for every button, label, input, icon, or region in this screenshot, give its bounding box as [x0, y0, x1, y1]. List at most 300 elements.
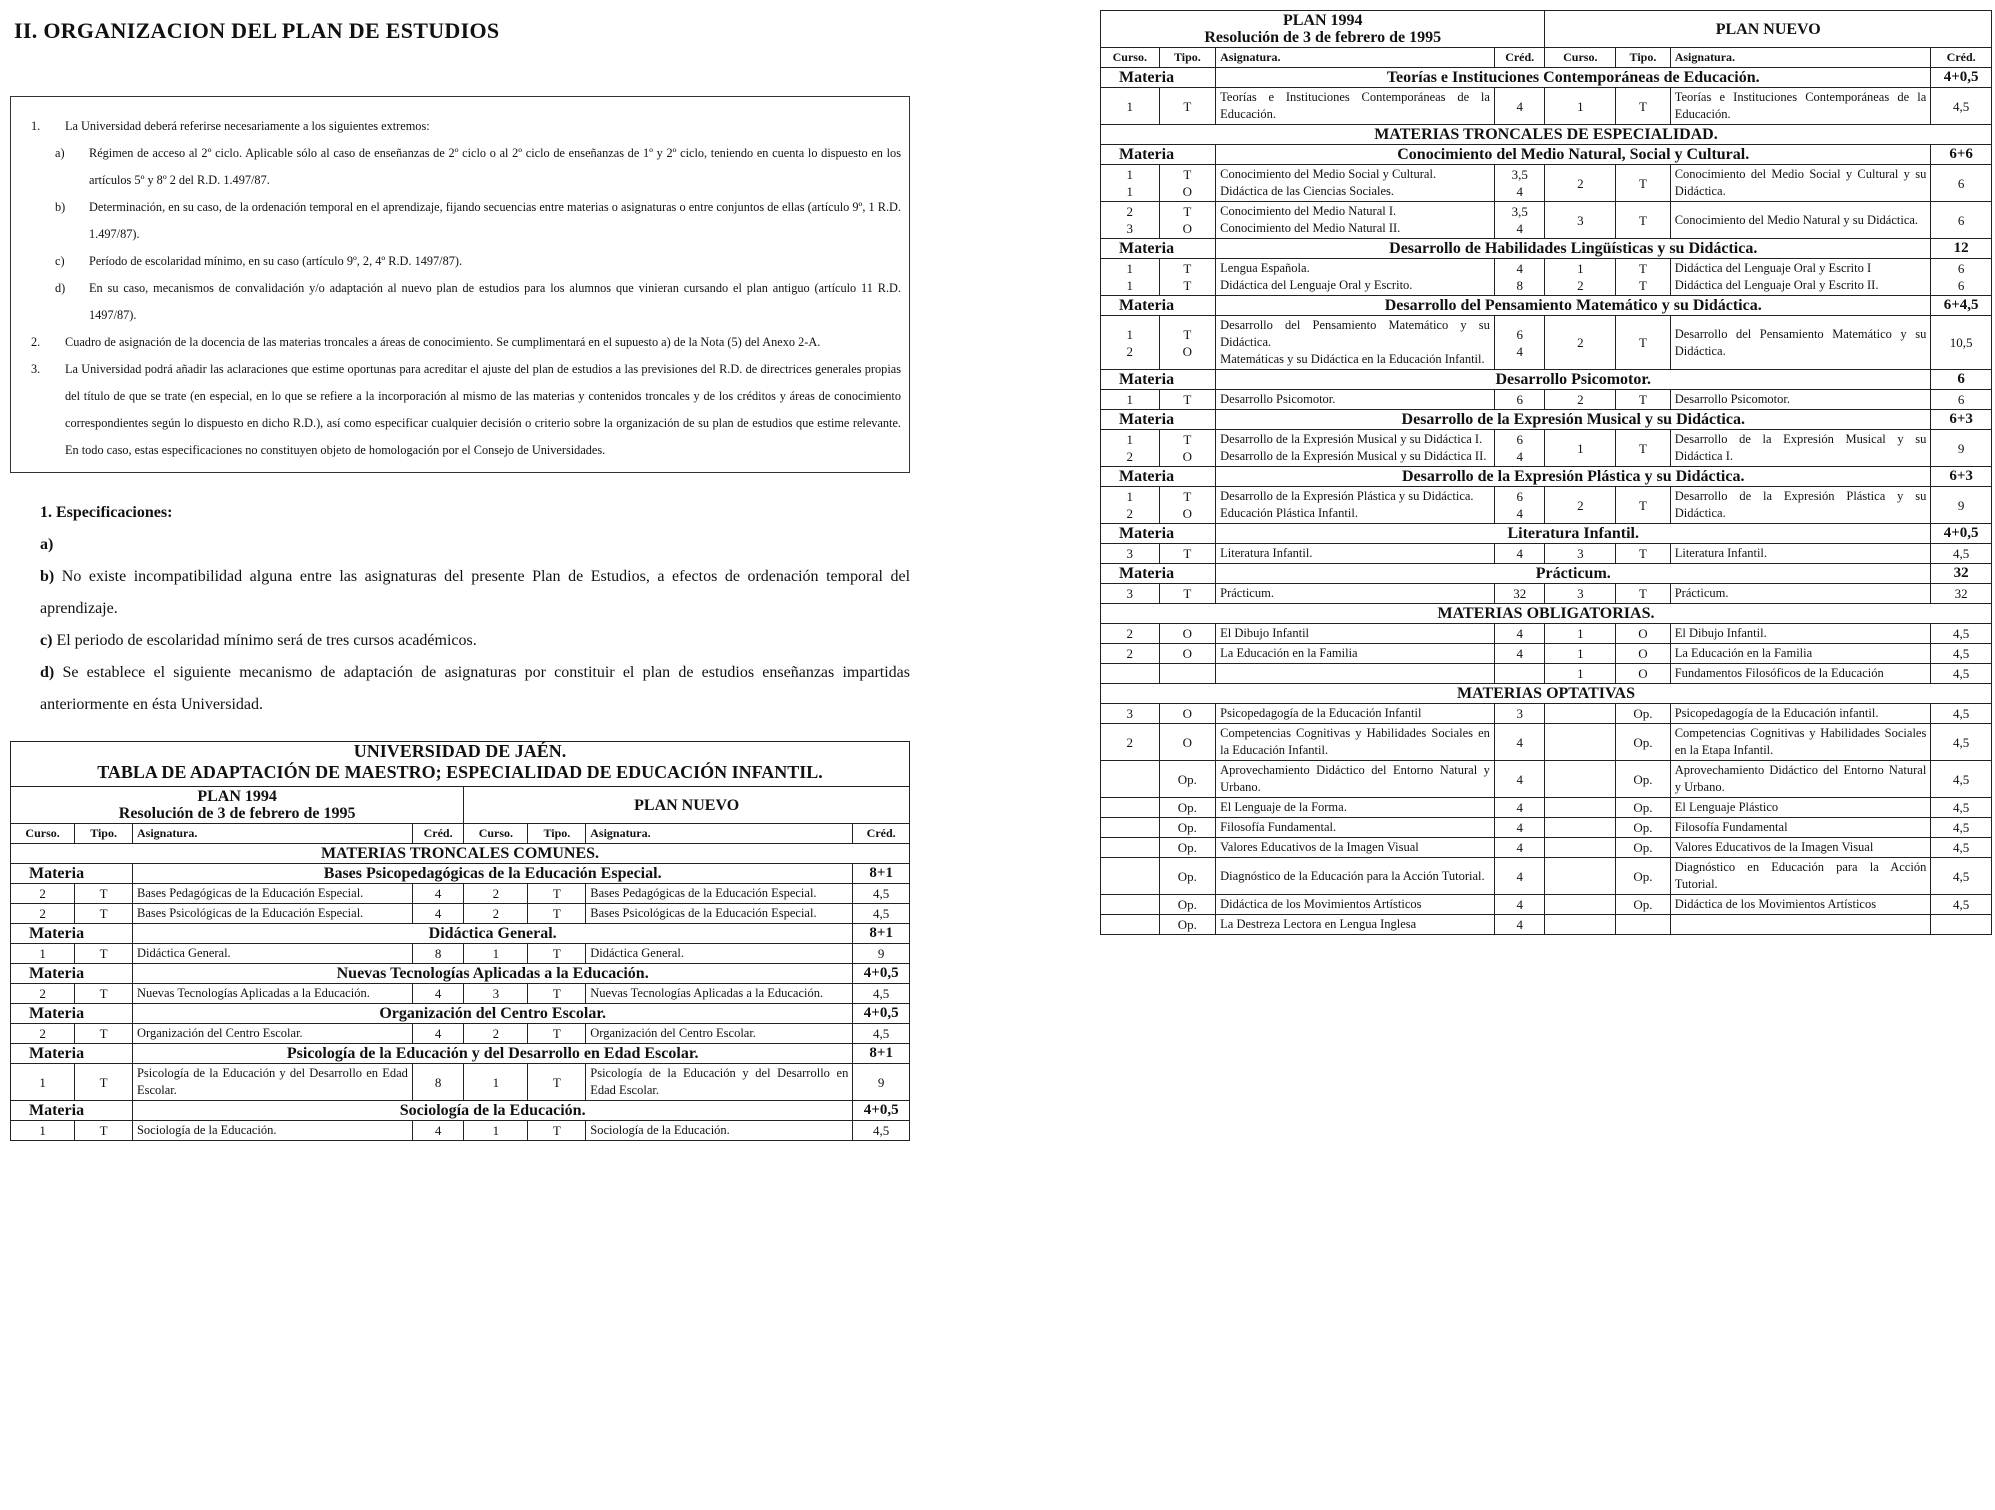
table-cell: 4: [412, 1024, 463, 1044]
table-cell: Didáctica General.: [132, 944, 412, 964]
table-cell: 4,5: [1931, 644, 1992, 664]
table-cell: 1: [1545, 430, 1616, 467]
table-row: [1101, 858, 1992, 895]
table-cell: Desarrollo de la Expresión Plástica y su Didáctica. Educación Plástica Infantil.: [1216, 487, 1495, 524]
materia-row: [11, 964, 910, 984]
table-row: [1101, 915, 1992, 935]
table-cell: 4,5: [1931, 88, 1992, 125]
table-cell: O: [1159, 624, 1216, 644]
table-cell: 2: [1101, 624, 1160, 644]
table-cell: [1101, 761, 1160, 798]
adaptation-table-right: [1100, 10, 1992, 935]
table-row: [1101, 165, 1992, 202]
table-cell: [1545, 915, 1616, 935]
table-row: [1101, 798, 1992, 818]
table-cell: 4,5: [1931, 838, 1992, 858]
table-cell: [1616, 915, 1671, 935]
table-cell: 4,5: [853, 1121, 910, 1141]
table-row: [1101, 259, 1992, 296]
table-cell: Op.: [1616, 704, 1671, 724]
table-cell: 1: [1101, 88, 1160, 125]
materia-label: Materia: [1101, 410, 1216, 430]
table-row: [1101, 316, 1992, 370]
materia-name: Desarrollo del Pensamiento Matemático y su Didáctica.: [1216, 296, 1931, 316]
table-cell: El Dibujo Infantil.: [1670, 624, 1931, 644]
table-cell: T: [1616, 202, 1671, 239]
table-cell: Bases Psicológicas de la Educación Especial.: [586, 904, 853, 924]
materia-credits: 8+1: [853, 924, 910, 944]
table-cell: 4: [1494, 644, 1545, 664]
spec-c: c) El periodo de escolaridad mínimo será de tres cursos académicos.: [40, 632, 477, 649]
table-cell: 4: [1494, 544, 1545, 564]
table-cell: 3,5 4: [1494, 165, 1545, 202]
right-page: [1100, 0, 1992, 935]
materia-label: Materia: [1101, 239, 1216, 259]
instruction-item: 3. La Universidad podrá añadir las aclaraciones que estime oportunas para acreditar el ajuste del plan de estudios a las previsiones del R.D. de directrices generales propias del título de que se trate (en especial, en lo que se refiere a la incorporación al mismo de las materias y contenidos troncales y de los créditos y áreas de conocimiento correspondientes según lo dispuesto en dicho R.D.), así como especificar cualquier decisión o criterio sobre la organización de su plan de estudios que estime relevante. En todo caso, estas especificaciones no constituyen objeto de homologación por el Consejo de Universidades.: [31, 362, 901, 457]
table-cell: Op.: [1616, 838, 1671, 858]
table-cell: 1: [11, 1121, 75, 1141]
table-cell: T: [1159, 390, 1216, 410]
table-cell: 4: [1494, 798, 1545, 818]
materia-name: Desarrollo de la Expresión Musical y su Didáctica.: [1216, 410, 1931, 430]
table-cell: T: [75, 984, 133, 1004]
table-cell: [1545, 761, 1616, 798]
table-cell: 6: [1931, 390, 1992, 410]
materia-label: Materia: [11, 1004, 133, 1024]
left-page: [10, 0, 910, 1141]
table-cell: Literatura Infantil.: [1216, 544, 1495, 564]
instruction-item: 2. Cuadro de asignación de la docencia de las materias troncales a áreas de conocimiento. Se cumplimentará en el supuesto a) de la Nota (5) del Anexo 2-A.: [31, 335, 821, 349]
table-cell: El Dibujo Infantil: [1216, 624, 1495, 644]
materia-label: Materia: [11, 1044, 133, 1064]
instructions-box: [10, 96, 910, 473]
materia-name: Bases Psicopedagógicas de la Educación Especial.: [132, 864, 852, 884]
table-cell: T: [1616, 584, 1671, 604]
column-header: Créd.: [853, 824, 910, 844]
table-cell: T: [1616, 430, 1671, 467]
materia-name: Desarrollo Psicomotor.: [1216, 370, 1931, 390]
table-cell: 1 2: [1101, 430, 1160, 467]
table-cell: 2: [464, 1024, 528, 1044]
table-row: [11, 1024, 910, 1044]
table-cell: 4,5: [853, 884, 910, 904]
materia-credits: 8+1: [853, 1044, 910, 1064]
table-cell: El Lenguaje Plástico: [1670, 798, 1931, 818]
table-cell: 4,5: [1931, 895, 1992, 915]
table-cell: T: [1159, 544, 1216, 564]
table-cell: Op.: [1616, 798, 1671, 818]
table-cell: Bases Pedagógicas de la Educación Especial.: [586, 884, 853, 904]
table-cell: [1545, 858, 1616, 895]
table-row: [1101, 664, 1992, 684]
table-cell: 6: [1931, 165, 1992, 202]
plan-new-header: PLAN NUEVO: [464, 787, 910, 824]
table-cell: Op.: [1159, 761, 1216, 798]
table-cell: 6: [1494, 390, 1545, 410]
table-cell: Psicología de la Educación y del Desarrollo en Edad Escolar.: [586, 1064, 853, 1101]
column-header: Tipo.: [528, 824, 586, 844]
table-cell: Teorías e Instituciones Contemporáneas de la Educación.: [1216, 88, 1495, 125]
instruction-item: a) Régimen de acceso al 2º ciclo. Aplicable sólo al caso de enseñanzas de 2º ciclo o al 2º ciclo de enseñanzas de 1º y 2º ciclo, teniendo en cuenta lo dispuesto en los artículos 5º y 8º 2 del R.D. 1.497/87.: [55, 146, 901, 187]
instruction-item: b) Determinación, en su caso, de la ordenación temporal en el aprendizaje, fijando secuencias entre materias o asignaturas o entre conjuntos de ellas (artículo 9º, 1 R.D. 1.497/87).: [55, 200, 901, 241]
table-cell: Conocimiento del Medio Natural I. Conocimiento del Medio Natural II.: [1216, 202, 1495, 239]
table-cell: 2: [1101, 724, 1160, 761]
table-cell: O: [1159, 704, 1216, 724]
table-cell: 1: [464, 1064, 528, 1101]
spec-b: b) No existe incompatibilidad alguna entre las asignaturas del presente Plan de Estudios, a efectos de ordenación temporal del aprendizaje.: [40, 568, 911, 617]
table-cell: Desarrollo de la Expresión Musical y su Didáctica I.: [1670, 430, 1931, 467]
table-cell: 9: [1931, 430, 1992, 467]
table-cell: T O: [1159, 487, 1216, 524]
table-row: [11, 904, 910, 924]
column-header: Créd.: [1931, 48, 1992, 68]
table-cell: 4,5: [1931, 724, 1992, 761]
table-cell: 4: [1494, 724, 1545, 761]
table-row: [1101, 202, 1992, 239]
table-cell: O: [1159, 724, 1216, 761]
table-cell: Op.: [1616, 761, 1671, 798]
table-cell: Desarrollo Psicomotor.: [1670, 390, 1931, 410]
materia-credits: 8+1: [853, 864, 910, 884]
materia-row: [11, 864, 910, 884]
table-cell: La Educación en la Familia: [1670, 644, 1931, 664]
materia-label: Materia: [11, 964, 133, 984]
column-header: Asignatura.: [132, 824, 412, 844]
table-cell: Nuevas Tecnologías Aplicadas a la Educación.: [586, 984, 853, 1004]
table-cell: T T: [1159, 259, 1216, 296]
table-cell: 3,5 4: [1494, 202, 1545, 239]
table-cell: T: [75, 944, 133, 964]
materia-name: Teorías e Instituciones Contemporáneas de Educación.: [1216, 68, 1931, 88]
table-cell: Op.: [1616, 724, 1671, 761]
column-header: Curso.: [1101, 48, 1160, 68]
table-cell: 3: [1545, 202, 1616, 239]
table-row: [11, 1064, 910, 1101]
table-cell: [1545, 724, 1616, 761]
table-cell: 4,5: [1931, 858, 1992, 895]
instruction-item: 1. La Universidad deberá referirse necesariamente a los siguientes extremos:: [31, 119, 430, 133]
table-cell: 2: [11, 984, 75, 1004]
group-heading: MATERIAS OPTATIVAS: [1101, 684, 1992, 704]
instruction-item: d) En su caso, mecanismos de convalidación y/o adaptación al nuevo plan de estudios para los alumnos que vinieran cursando el plan antiguo (artículo 11 R.D. 1497/87).: [55, 281, 901, 322]
group-heading: MATERIAS TRONCALES COMUNES.: [11, 844, 910, 864]
table-row: [11, 944, 910, 964]
materia-row: [1101, 145, 1992, 165]
table-cell: Literatura Infantil.: [1670, 544, 1931, 564]
table-cell: 9: [1931, 487, 1992, 524]
group-heading-row: [1101, 604, 1992, 624]
spec-a: a): [40, 536, 54, 553]
materia-credits: 32: [1931, 564, 1992, 584]
materia-row: [11, 924, 910, 944]
table-cell: Sociología de la Educación.: [586, 1121, 853, 1141]
table-cell: La Destreza Lectora en Lengua Inglesa: [1216, 915, 1495, 935]
table-cell: Aprovechamiento Didáctico del Entorno Natural y Urbano.: [1216, 761, 1495, 798]
table-row: [1101, 838, 1992, 858]
column-header: Créd.: [412, 824, 463, 844]
materia-label: Materia: [1101, 370, 1216, 390]
table-cell: Op.: [1159, 895, 1216, 915]
materia-row: [1101, 410, 1992, 430]
plan-old-header-right: PLAN 1994 Resolución de 3 de febrero de 1995: [1101, 11, 1545, 48]
materia-label: Materia: [1101, 145, 1216, 165]
column-header: Tipo.: [1616, 48, 1671, 68]
table-row: [1101, 724, 1992, 761]
table-cell: [1101, 858, 1160, 895]
table-cell: [1159, 664, 1216, 684]
table-cell: Bases Pedagógicas de la Educación Especial.: [132, 884, 412, 904]
table-row: [1101, 88, 1992, 125]
table-row: [11, 1121, 910, 1141]
table-row: [1101, 584, 1992, 604]
table-cell: Op.: [1616, 858, 1671, 895]
table-cell: Conocimiento del Medio Natural y su Didáctica.: [1670, 202, 1931, 239]
column-header: Curso.: [464, 824, 528, 844]
table-cell: 2: [1545, 316, 1616, 370]
table-cell: 4,5: [1931, 624, 1992, 644]
table-cell: Nuevas Tecnologías Aplicadas a la Educación.: [132, 984, 412, 1004]
table-cell: Competencias Cognitivas y Habilidades Sociales en la Educación Infantil.: [1216, 724, 1495, 761]
table-row: [1101, 895, 1992, 915]
table-cell: T: [1159, 584, 1216, 604]
table-cell: T O: [1159, 430, 1216, 467]
table-row: [1101, 761, 1992, 798]
table-cell: 2: [1545, 487, 1616, 524]
table-cell: Prácticum.: [1670, 584, 1931, 604]
materia-name: Conocimiento del Medio Natural, Social y Cultural.: [1216, 145, 1931, 165]
table-cell: 4,5: [1931, 704, 1992, 724]
table-row: [1101, 390, 1992, 410]
table-cell: [1101, 664, 1160, 684]
table-cell: T: [528, 984, 586, 1004]
materia-name: Literatura Infantil.: [1216, 524, 1931, 544]
materia-label: Materia: [11, 1101, 133, 1121]
materia-row: [1101, 524, 1992, 544]
materia-row: [1101, 370, 1992, 390]
table-cell: T O: [1159, 202, 1216, 239]
table-cell: Didáctica General.: [586, 944, 853, 964]
table-cell: T: [1616, 165, 1671, 202]
table-cell: Psicopedagogía de la Educación Infantil: [1216, 704, 1495, 724]
table-cell: Desarrollo de la Expresión Plástica y su Didáctica.: [1670, 487, 1931, 524]
materia-name: Sociología de la Educación.: [132, 1101, 852, 1121]
table-cell: 4: [1494, 818, 1545, 838]
column-header-row: [11, 824, 910, 844]
table-cell: 1 1: [1101, 259, 1160, 296]
table-cell: Sociología de la Educación.: [132, 1121, 412, 1141]
materia-row: [11, 1101, 910, 1121]
table-cell: [1545, 838, 1616, 858]
table-cell: 4,5: [853, 1024, 910, 1044]
table-cell: [1101, 895, 1160, 915]
column-header: Asignatura.: [1216, 48, 1495, 68]
table-cell: Op.: [1616, 895, 1671, 915]
table-cell: Op.: [1159, 798, 1216, 818]
table-cell: [1101, 838, 1160, 858]
table-cell: T: [75, 1024, 133, 1044]
table-cell: 4: [1494, 838, 1545, 858]
table-cell: 4,5: [1931, 761, 1992, 798]
table-cell: [1101, 818, 1160, 838]
materia-name: Nuevas Tecnologías Aplicadas a la Educación.: [132, 964, 852, 984]
specifications: [10, 497, 910, 721]
table-cell: 4: [1494, 858, 1545, 895]
table-cell: Valores Educativos de la Imagen Visual: [1216, 838, 1495, 858]
table-cell: [1101, 915, 1160, 935]
table-cell: Conocimiento del Medio Social y Cultural y su Didáctica.: [1670, 165, 1931, 202]
table-cell: 1 2: [1545, 259, 1616, 296]
table-cell: T: [528, 884, 586, 904]
table-cell: O: [1616, 644, 1671, 664]
table-cell: 2: [11, 1024, 75, 1044]
table-cell: T: [75, 1064, 133, 1101]
table-cell: 1: [464, 1121, 528, 1141]
table-cell: 2: [1101, 644, 1160, 664]
table-university: UNIVERSIDAD DE JAÉN. TABLA DE ADAPTACIÓN DE MAESTRO; ESPECIALIDAD DE EDUCACIÓN INFANTIL.: [11, 742, 910, 787]
table-cell: Op.: [1159, 838, 1216, 858]
table-cell: T: [1616, 316, 1671, 370]
table-cell: 6 4: [1494, 487, 1545, 524]
table-cell: 8: [412, 1064, 463, 1101]
table-cell: 1: [1545, 664, 1616, 684]
spec-heading: 1. Especificaciones:: [40, 504, 173, 521]
table-cell: 4,5: [853, 904, 910, 924]
table-cell: O: [1616, 664, 1671, 684]
materia-credits: 12: [1931, 239, 1992, 259]
table-row: [1101, 644, 1992, 664]
table-cell: 2: [464, 904, 528, 924]
table-row: [1101, 487, 1992, 524]
table-cell: [1494, 664, 1545, 684]
table-cell: Desarrollo de la Expresión Musical y su Didáctica I. Desarrollo de la Expresión Musical y su Didáctica II.: [1216, 430, 1495, 467]
materia-row: [1101, 467, 1992, 487]
table-cell: [1545, 798, 1616, 818]
table-cell: 4,5: [1931, 544, 1992, 564]
materia-name: Desarrollo de la Expresión Plástica y su Didáctica.: [1216, 467, 1931, 487]
table-cell: 4: [412, 904, 463, 924]
materia-credits: 4+0,5: [853, 1101, 910, 1121]
adaptation-table-left: [10, 741, 910, 1141]
table-cell: 6 4: [1494, 316, 1545, 370]
table-cell: Desarrollo Psicomotor.: [1216, 390, 1495, 410]
table-cell: 2: [1545, 390, 1616, 410]
group-heading: MATERIAS TRONCALES DE ESPECIALIDAD.: [1101, 125, 1992, 145]
table-cell: 4: [1494, 895, 1545, 915]
table-cell: 2 3: [1101, 202, 1160, 239]
table-row: [1101, 818, 1992, 838]
table-cell: Op.: [1159, 858, 1216, 895]
group-heading-row: [1101, 125, 1992, 145]
table-cell: 1 1: [1101, 165, 1160, 202]
table-cell: Psicología de la Educación y del Desarrollo en Edad Escolar.: [132, 1064, 412, 1101]
table-cell: 1 2: [1101, 316, 1160, 370]
table-cell: 4,5: [853, 984, 910, 1004]
table-cell: Filosofía Fundamental: [1670, 818, 1931, 838]
table-cell: Didáctica de los Movimientos Artísticos: [1216, 895, 1495, 915]
plan-old-header: PLAN 1994 Resolución de 3 de febrero de 1995: [11, 787, 464, 824]
materia-row: [1101, 296, 1992, 316]
table-row: [1101, 704, 1992, 724]
table-cell: T O: [1159, 165, 1216, 202]
table-cell: T: [1616, 88, 1671, 125]
table-cell: Conocimiento del Medio Social y Cultural. Didáctica de las Ciencias Sociales.: [1216, 165, 1495, 202]
table-cell: T: [1616, 544, 1671, 564]
group-heading: MATERIAS OBLIGATORIAS.: [1101, 604, 1992, 624]
materia-name: Prácticum.: [1216, 564, 1931, 584]
table-cell: Diagnóstico en Educación para la Acción Tutorial.: [1670, 858, 1931, 895]
table-cell: Organización del Centro Escolar.: [586, 1024, 853, 1044]
materia-credits: 6+3: [1931, 410, 1992, 430]
table-cell: T: [75, 884, 133, 904]
table-cell: Op.: [1159, 818, 1216, 838]
materia-label: Materia: [1101, 296, 1216, 316]
table-cell: Bases Psicológicas de la Educación Especial.: [132, 904, 412, 924]
table-cell: Psicopedagogía de la Educación infantil.: [1670, 704, 1931, 724]
table-cell: 8: [412, 944, 463, 964]
table-cell: 2: [464, 884, 528, 904]
column-header-row: [1101, 48, 1992, 68]
table-cell: T: [1159, 88, 1216, 125]
table-cell: T: [528, 1121, 586, 1141]
table-cell: 3: [1545, 584, 1616, 604]
table-cell: Fundamentos Filosóficos de la Educación: [1670, 664, 1931, 684]
table-cell: 3: [1545, 544, 1616, 564]
table-cell: [1545, 895, 1616, 915]
table-cell: 1: [11, 1064, 75, 1101]
table-row: [11, 984, 910, 1004]
table-cell: 9: [853, 944, 910, 964]
materia-credits: 4+0,5: [853, 1004, 910, 1024]
table-cell: Op.: [1616, 818, 1671, 838]
table-cell: T: [528, 1064, 586, 1101]
materia-row: [1101, 239, 1992, 259]
table-cell: 3: [1101, 544, 1160, 564]
table-cell: Diagnóstico de la Educación para la Acción Tutorial.: [1216, 858, 1495, 895]
materia-label: Materia: [11, 864, 133, 884]
table-cell: Desarrollo del Pensamiento Matemático y su Didáctica. Matemáticas y su Didáctica en la Educación Infantil.: [1216, 316, 1495, 370]
table-cell: [1216, 664, 1495, 684]
table-cell: 2: [11, 904, 75, 924]
table-cell: 3: [1101, 584, 1160, 604]
table-cell: 1: [1545, 88, 1616, 125]
table-cell: 4: [1494, 88, 1545, 125]
materia-row: [11, 1004, 910, 1024]
table-row: [1101, 430, 1992, 467]
table-cell: 1: [11, 944, 75, 964]
table-cell: Didáctica del Lenguaje Oral y Escrito I Didáctica del Lenguaje Oral y Escrito II.: [1670, 259, 1931, 296]
table-cell: [1670, 915, 1931, 935]
table-cell: 4,5: [1931, 818, 1992, 838]
materia-label: Materia: [1101, 564, 1216, 584]
table-cell: T: [528, 944, 586, 964]
table-row: [1101, 624, 1992, 644]
materia-row: [11, 1044, 910, 1064]
table-cell: 4,5: [1931, 664, 1992, 684]
column-header: Tipo.: [1159, 48, 1216, 68]
materia-credits: 6+3: [1931, 467, 1992, 487]
table-cell: Teorías e Instituciones Contemporáneas de la Educación.: [1670, 88, 1931, 125]
group-heading-row: [11, 844, 910, 864]
table-cell: 2: [1545, 165, 1616, 202]
table-cell: 4: [1494, 624, 1545, 644]
table-cell: La Educación en la Familia: [1216, 644, 1495, 664]
table-cell: 4: [412, 984, 463, 1004]
table-row: [11, 884, 910, 904]
table-cell: Desarrollo del Pensamiento Matemático y su Didáctica.: [1670, 316, 1931, 370]
materia-credits: 4+0,5: [1931, 68, 1992, 88]
materia-name: Desarrollo de Habilidades Lingüísticas y su Didáctica.: [1216, 239, 1931, 259]
table-cell: O: [1616, 624, 1671, 644]
